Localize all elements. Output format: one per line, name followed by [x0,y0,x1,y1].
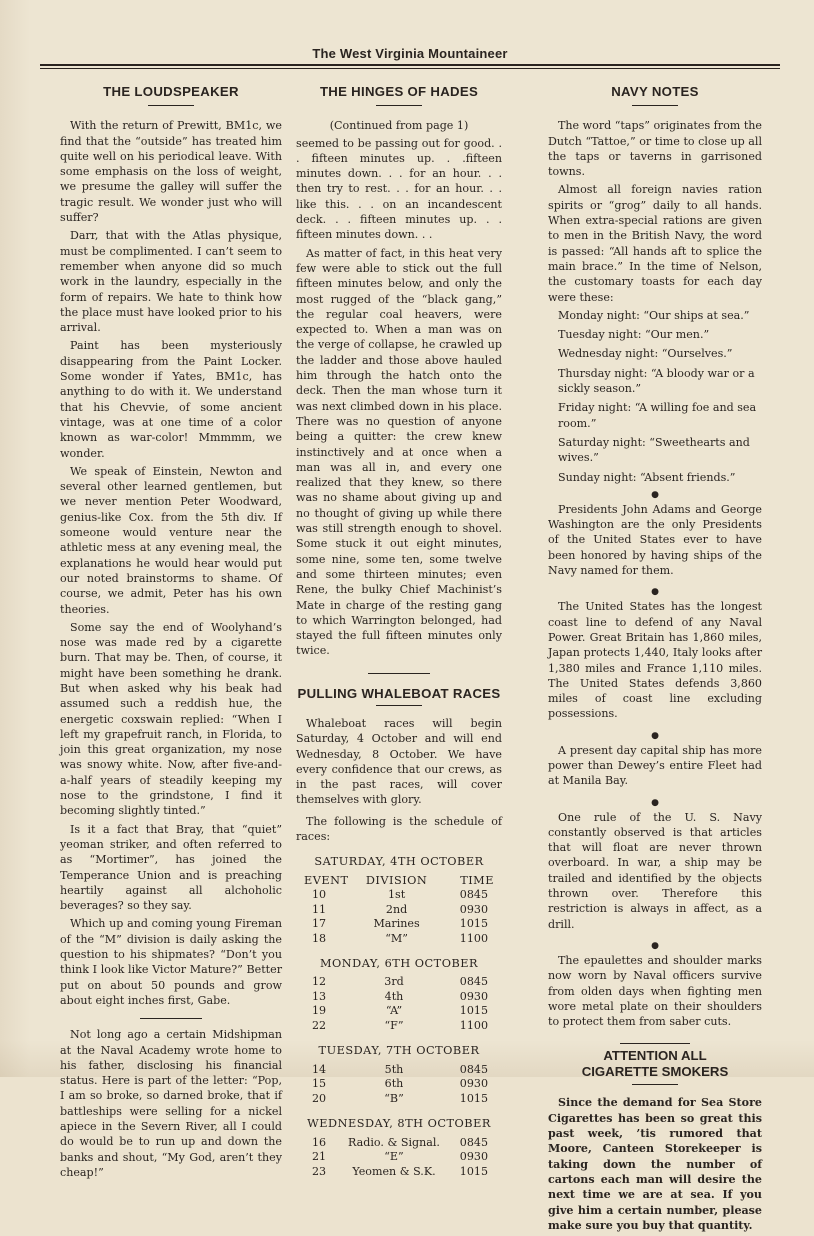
schedule-day: TUESDAY, 7TH OCTOBER [318,1044,480,1058]
column-navy-notes [548,84,762,1236]
list-item: Sunday night: “Absent friends.” [558,470,736,484]
paragraph: Paint has been mysteriously disappearing from the Paint Locker. Some wonder if Yates, BM1c, has anything to do with it. We understand that his Chevvie, of some ancient vintage, was at one time of a color known as war-color! Mmmmm, we wonder. [60,339,282,460]
bullet-icon: ● [651,587,659,598]
event-cell: 17 [312,917,327,931]
schedule-table [304,1136,494,1180]
time-cell: 0845 [459,888,488,902]
list-item: Friday night: “A willing foe and sea room.” [558,401,757,430]
section-divider [368,673,430,674]
table-row [304,917,494,932]
paragraph: The following is the schedule of races: [296,814,502,844]
table-row [304,1019,494,1034]
header-time: TIME [460,873,494,887]
event-cell: 15 [312,1077,327,1091]
table-row [304,990,494,1005]
time-cell: 1015 [459,1091,488,1105]
time-cell: 0930 [459,902,488,916]
table-row [304,1063,494,1078]
event-cell: 16 [312,1135,327,1149]
division-cell: “M” [385,931,408,945]
loudspeaker-heading: THE LOUDSPEAKER [103,84,239,99]
division-cell: “E” [384,1150,404,1164]
paragraph: Not long ago a certain Midshipman at the Naval Academy wrote home to his father, disclosing his financial status. Here is part of the letter: “Pop, I am so broke, so darned broke, that if battleships were selling for a nickel apiece in the Severn River, all I could do would be to run up and down the banks and shout, “My God, aren’t they cheap!” [60,1028,282,1179]
table-row [304,903,494,918]
list-item: Monday night: “Our ships at sea.” [558,308,750,322]
division-cell: Radio. & Signal. [348,1135,440,1149]
schedule-day: WEDNESDAY, 8TH OCTOBER [307,1117,491,1131]
time-cell: 0930 [459,1077,488,1091]
event-cell: 13 [312,989,327,1003]
hinges-heading: THE HINGES OF HADES [319,84,479,99]
table-row [304,1150,494,1165]
paragraph: As matter of fact, in this heat very few were able to stick out the full fifteen minutes below, and only the most rugged of the “black gang,” the regular coal heavers, were expected to. When a man was on the verge of collapse, he crawled up the ladder and those above hauled him through the hatch onto the deck. Then the man whose turn it was next climbed down in his place. There was no question of anyone being a quitter: the crew knew instinctively and at once when a man was all in, and every one realized that they knew, so there was no shame about giving up and no thought of giving up while there was still strength enough to shovel. Some stuck it out eight minutes, some nine, some ten, some twelve and some thirteen minutes; even Rene, the bulky Chief Machinist’s Mate in charge of the resting gang to which Warrington belonged, had stayed the full fifteen minutes only twice. [296,246,502,658]
time-cell: 0930 [459,989,488,1003]
division-cell: 2nd [385,902,408,916]
bullet-icon: ● [651,730,659,741]
paragraph: The United States has the longest coast line to defend of any Naval Power. Great Britain has 1,860 miles, Japan protects 1,440, Italy looks after 1,380 miles and France 1,110 miles. The United States defends 3,860 miles of coast line excluding possessions. [548,600,762,721]
masthead-rule [40,64,780,69]
event-cell: 14 [312,1062,327,1076]
event-cell: 11 [312,902,327,916]
paragraph: Some say the end of Woolyhand’s nose was made red by a cigarette burn. That may be. Then, of course, it might have been something he drank. But when asked why his beak had assumed such a reddish hue, the energetic coxswain replied: “When I left my grapefruit ranch, in Florida, to join this great organization, my nose was snowy white. Now, after five-and-a-half years of steadily keeping my nose to the grindstone, I find it becoming slightly tinted.” [60,620,282,818]
schedule-day: MONDAY, 6TH OCTOBER [319,957,479,971]
schedule-table [304,975,494,1033]
table-row [304,1092,494,1107]
division-cell: Yeomen & S.K. [352,1164,436,1178]
header-event: EVENT [304,873,349,887]
paragraph: A present day capital ship has more power than Dewey’s entire Fleet had at Manila Bay. [548,743,762,788]
whaleboat-heading: PULLING WHALEBOAT RACES [297,685,501,701]
paragraph: One rule of the U. S. Navy constantly observed is that articles that will float are never thrown overboard. In war, a ship may be trailed and identified by the objects thrown over. Therefore this restriction is always in affect, as a drill. [548,810,762,931]
bullet-icon: ● [651,940,659,951]
continued-note: (Continued from page 1) [329,119,469,133]
table-row [304,932,494,947]
header-division: DIVISION [365,873,428,887]
event-cell: 19 [312,1004,327,1018]
division-cell: “A” [385,1004,403,1018]
paragraph: The word “taps” originates from the Dutch “Tattoe,” or time to close up all the taps or taverns in garrisoned towns. [548,119,762,179]
table-row [304,975,494,990]
attention-heading-line2: CIGARETTE SMOKERS [581,1064,729,1080]
time-cell: 1015 [459,1004,488,1018]
paragraph: Which up and coming young Fireman of the “M” division is daily asking the question to his shipmates? “Don’t you think I look like Victor Mature?” Better put on about 50 pounds and grow about eight inches first, Gabe. [60,917,282,1007]
time-cell: 1100 [459,1018,488,1032]
section-divider [620,1043,690,1044]
division-cell: 3rd [384,975,404,989]
event-cell: 21 [312,1150,327,1164]
column-hinges-of-hades [296,84,502,1179]
toasts-list [548,308,762,485]
list-item: Tuesday night: “Our men.” [558,328,710,342]
division-cell: 1st [387,888,406,902]
time-cell: 0845 [459,975,488,989]
paragraph: Presidents John Adams and George Washington are the only Presidents of the United States ever to have been honored by having ships of the Navy named for them. [548,502,762,578]
time-cell: 1100 [459,931,488,945]
navy-notes-heading: NAVY NOTES [611,84,699,99]
table-row [304,1004,494,1019]
attention-heading-line1: ATTENTION ALL [603,1048,707,1064]
heading-rule [148,105,194,106]
event-cell: 10 [312,888,327,902]
paragraph: Since the demand for Sea Store Cigarettes has been so great this past week, ’tis rumored that Moore, Canteen Storekeeper is taking down the number of cartons each man will desire the next time we are at sea. If you give him a certain number, please make sure you buy that quantity. [548,1096,762,1232]
schedule-header-row [304,874,494,889]
heading-rule [632,1084,678,1085]
paragraph: Darr, that with the Atlas physique, must be complimented. I can’t seem to remember when anyone did so much work in the laundry, especially in the form of repairs. We hate to think how the place must have looked prior to his arrival. [60,229,282,335]
paragraph: Is it a fact that Bray, that “quiet” yeoman striker, and often referred to as “Mortimer”, has joined the Temperance Union and is preaching heartily against all alchoholic beverages? so they say. [60,822,282,913]
event-cell: 20 [312,1091,327,1105]
time-cell: 0930 [459,1150,488,1164]
list-item: Wednesday night: “Ourselves.” [558,347,733,361]
table-row [304,888,494,903]
division-cell: Marines [373,917,420,931]
heading-rule [376,705,422,706]
time-cell: 0845 [459,1135,488,1149]
masthead: The West Virginia Mountaineer [312,46,508,61]
list-item: Thursday night: “A bloody war or a sickly season.” [558,366,755,396]
event-cell: 18 [312,931,327,945]
time-cell: 0845 [459,1062,488,1076]
division-cell: 6th [384,1077,404,1091]
table-row [304,1136,494,1151]
time-cell: 1015 [459,917,488,931]
list-item: Saturday night: “Sweethearts and wives.” [558,435,750,465]
section-divider [140,1018,202,1019]
event-cell: 22 [312,1018,327,1032]
bullet-icon: ● [651,489,659,500]
division-cell: 5th [384,1062,404,1076]
division-cell: 4th [384,989,404,1003]
schedule-day: SATURDAY, 4TH OCTOBER [314,855,484,869]
schedule-table [304,1063,494,1107]
table-row [304,1077,494,1092]
schedule-table [304,874,494,947]
event-cell: 12 [312,975,327,989]
paragraph: seemed to be passing out for good. . . fifteen minutes up. . .fifteen minutes down. . . for an hour. . . then try to rest. . . for an hour. . . like this. . . on an incandescent deck. . . fifteen minutes up. . . fifteen minutes down. . . [296,136,502,242]
paragraph: Almost all foreign navies ration spirits or “grog” daily to all hands. When extra-special rations are given to men in the British Navy, the word is passed: “All hands aft to splice the main brace.” In the time of Nelson, the customary toasts for each day were these: [548,183,762,304]
column-loudspeaker [60,84,282,1183]
paragraph: Whaleboat races will begin Saturday, 4 October and will end Wednesday, 8 October. We have every confidence that our crews, as in the past races, will cover themselves with glory. [296,716,502,807]
paragraph: The epaulettes and shoulder marks now worn by Naval officers survive from olden days when fighting men wore metal plate on their shoulders to protect them from saber cuts. [548,953,762,1029]
paragraph: With the return of Prewitt, BM1c, we find that the “outside” has treated him quite well on his periodical leave. With some emphasis on the loss of weight, we presume the galley will suffer the tragic result. We wonder just who will suffer? [60,119,282,225]
event-cell: 23 [312,1164,327,1178]
heading-rule [376,105,422,106]
heading-rule [632,105,678,106]
division-cell: “F” [384,1018,404,1032]
time-cell: 1015 [459,1164,488,1178]
bullet-icon: ● [651,797,659,808]
paragraph: We speak of Einstein, Newton and several other learned gentlemen, but we never mention Peter Woodward, genius-like Cox. from the 5th div. If someone would venture near the athletic mess at any evening meal, the explanations he would hear would put our noted brainstorms to shame. Of course, we admit, Peter has his own theories. [60,464,282,616]
division-cell: “B” [384,1091,404,1105]
table-row [304,1165,494,1180]
